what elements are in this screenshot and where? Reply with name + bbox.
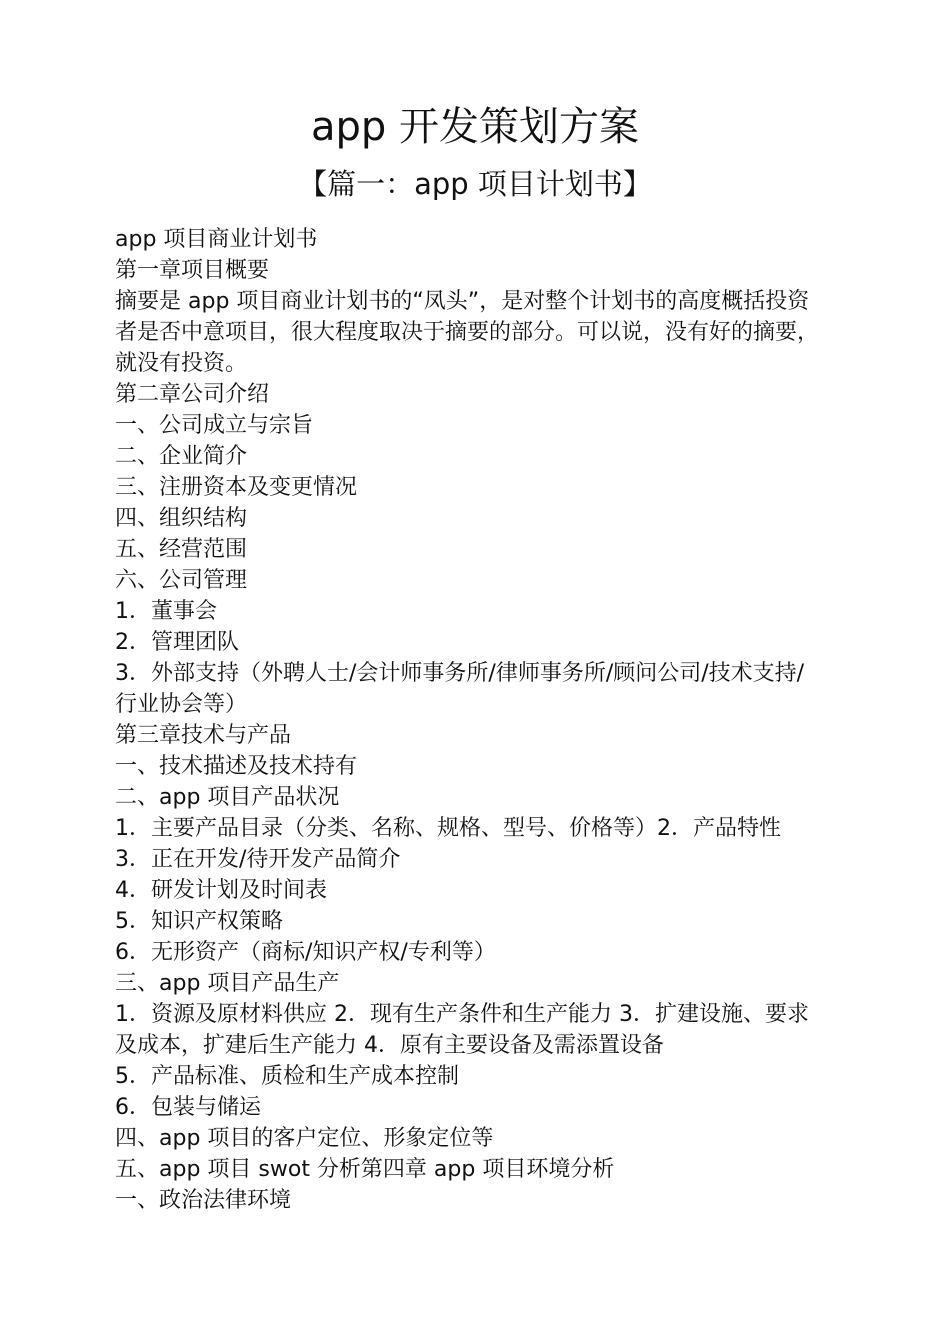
body-line: 五、app 项目 swot 分析第四章 app 项目环境分析 xyxy=(115,1157,615,1182)
body-line: 5．知识产权策略 xyxy=(115,909,283,934)
body-line: 四、app 项目的客户定位、形象定位等 xyxy=(115,1126,494,1151)
body-line: 第二章公司介绍 xyxy=(115,382,270,407)
body-line: 行业协会等） xyxy=(115,692,248,717)
body-line: 二、app 项目产品状况 xyxy=(115,785,340,810)
body-line: 四、组织结构 xyxy=(115,506,248,531)
body-line: 2．管理团队 xyxy=(115,630,239,655)
body-line: 及成本，扩建后生产能力 4．原有主要设备及需添置设备 xyxy=(115,1033,664,1058)
document-subtitle: 【篇一：app 项目计划书】 xyxy=(298,167,652,201)
body-line: 6．无形资产（商标/知识产权/专利等） xyxy=(115,940,496,965)
body-line: 5．产品标准、质检和生产成本控制 xyxy=(115,1064,459,1089)
body-line: 1．资源及原材料供应 2．现有生产条件和生产能力 3．扩建设施、要求 xyxy=(115,1002,809,1027)
body-line: 摘要是 app 项目商业计划书的“凤头”，是对整个计划书的高度概括投资 xyxy=(115,289,810,314)
body-line: 一、政治法律环境 xyxy=(115,1188,292,1213)
body-line: 3．外部支持（外聘人士/会计师事务所/律师事务所/顾问公司/技术支持/ xyxy=(115,661,805,686)
document-body xyxy=(115,224,855,1216)
body-line: 3．正在开发/待开发产品简介 xyxy=(115,847,401,872)
body-line: 六、公司管理 xyxy=(115,568,248,593)
body-line: 一、技术描述及技术持有 xyxy=(115,754,358,779)
body-line: 6．包装与储运 xyxy=(115,1095,261,1120)
body-line: 第一章项目概要 xyxy=(115,258,270,283)
body-line: 三、注册资本及变更情况 xyxy=(115,475,358,500)
body-line: 1．董事会 xyxy=(115,599,217,624)
body-line: 三、app 项目产品生产 xyxy=(115,971,340,996)
body-line: 者是否中意项目，很大程度取决于摘要的部分。可以说，没有好的摘要， xyxy=(115,320,820,345)
body-line: 就没有投资。 xyxy=(115,351,248,376)
document-title: app 开发策划方案 xyxy=(310,104,639,150)
body-line: 一、公司成立与宗旨 xyxy=(115,413,314,438)
body-line: app 项目商业计划书 xyxy=(115,227,318,252)
body-line: 4．研发计划及时间表 xyxy=(115,878,327,903)
body-line: 1．主要产品目录（分类、名称、规格、型号、价格等）2．产品特性 xyxy=(115,816,781,841)
body-line: 五、经营范围 xyxy=(115,537,248,562)
body-line: 二、企业简介 xyxy=(115,444,248,469)
body-line: 第三章技术与产品 xyxy=(115,723,292,748)
